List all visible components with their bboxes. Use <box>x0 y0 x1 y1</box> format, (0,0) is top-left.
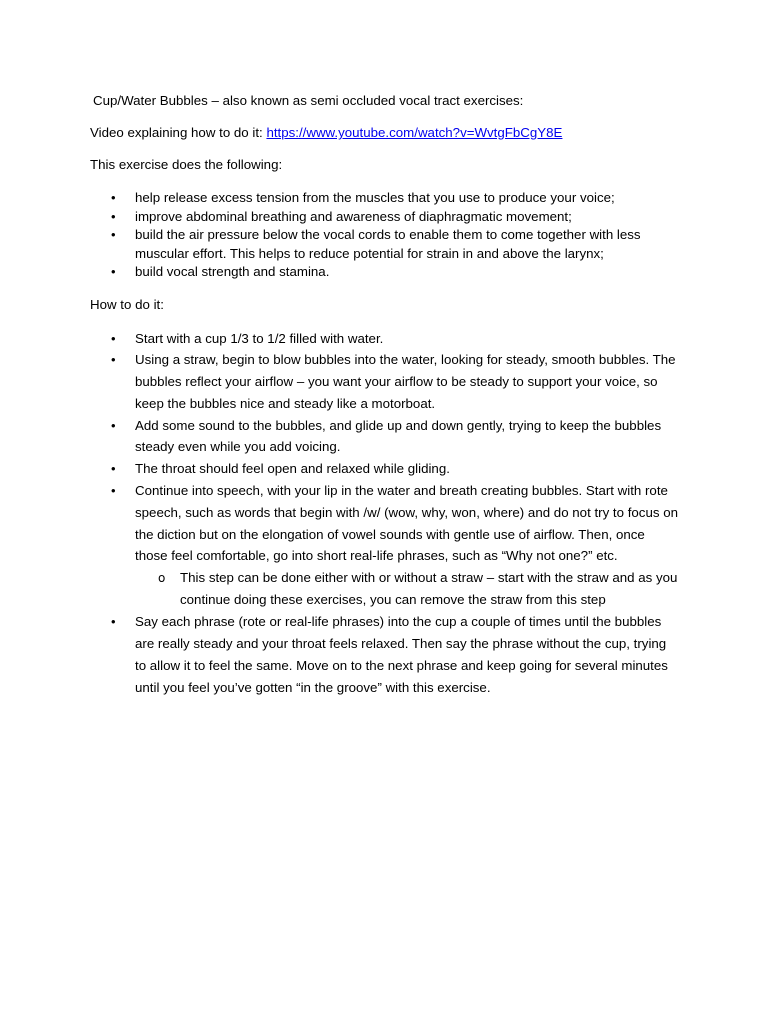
list-item <box>90 415 680 459</box>
bullet-icon: • <box>111 461 116 477</box>
list-item-text: The throat should feel open and relaxed while gliding. <box>135 461 450 477</box>
video-line <box>90 124 680 142</box>
list-item-text: build vocal strength and stamina. <box>135 264 330 279</box>
steps-list <box>90 328 680 699</box>
list-item <box>90 208 680 227</box>
sub-list-item-text: This step can be done either with or without a straw – start with the straw and as you continue doing these exercises, you can remove the straw from this step <box>180 570 678 608</box>
steps-heading: How to do it: <box>90 296 164 312</box>
document-title: Cup/Water Bubbles – also known as semi occluded vocal tract exercises: <box>93 93 524 108</box>
video-link[interactable]: https://www.youtube.com/watch?v=WvtgFbCgY8E <box>266 125 563 140</box>
list-item <box>90 349 680 414</box>
sub-list-item <box>135 567 680 611</box>
bullet-icon: • <box>111 352 116 368</box>
list-item <box>90 458 680 480</box>
bullet-icon: • <box>111 614 116 630</box>
list-item-text: Using a straw, begin to blow bubbles into the water, looking for steady, smooth bubbles. The bubbles reflect your airflow – you want your airflow to be steady to support your voice, so keep the bubbles nice and steady like a motorboat. <box>135 352 676 411</box>
list-item <box>90 226 680 263</box>
sub-list <box>135 567 680 611</box>
document-body <box>90 92 680 698</box>
list-item-text: help release excess tension from the muscles that you use to produce your voice; <box>135 190 615 205</box>
bullet-icon: • <box>111 208 116 224</box>
list-item <box>90 611 680 698</box>
list-item <box>90 480 680 611</box>
list-item-text: Add some sound to the bubbles, and glide up and down gently, trying to keep the bubbles steady even while you add voicing. <box>135 417 662 455</box>
list-item-text: improve abdominal breathing and awareness of diaphragmatic movement; <box>135 208 572 224</box>
list-item <box>90 328 680 350</box>
bullet-icon: • <box>111 227 116 242</box>
effects-list <box>90 189 680 282</box>
list-item-text: Say each phrase (rote or real-life phrases) into the cup a couple of times until the bubbles are really steady and your throat feels relaxed. Then say the phrase without the cup, trying to allow it to feel the same. Move on to the next phrase and keep going for several minutes until you feel you’ve gotten “in the groove” with this exercise. <box>135 614 668 695</box>
bullet-icon: • <box>111 483 116 499</box>
list-item <box>90 189 680 208</box>
list-item-text: build the air pressure below the vocal cords to enable them to come together with less muscular effort. This helps to reduce potential for strain in and above the larynx; <box>135 227 641 261</box>
bullet-icon: • <box>111 264 116 279</box>
list-item-text: Continue into speech, with your lip in the water and breath creating bubbles. Start with rote speech, such as words that begin with /w/ (wow, why, won, where) and do not try to focus on the diction but on the elongation of vowel sounds with gentle use of airflow. Then, once those feel comfortable, go into short real-life phrases, such as “Why not one?” etc. <box>135 483 678 564</box>
video-label: Video explaining how to do it: <box>90 125 267 140</box>
bullet-icon: • <box>111 417 116 433</box>
list-item-text: Start with a cup 1/3 to 1/2 filled with water. <box>135 330 384 346</box>
effects-heading: This exercise does the following: <box>90 157 283 172</box>
bullet-icon: • <box>111 190 116 205</box>
bullet-icon: • <box>111 330 116 346</box>
list-item <box>90 263 680 282</box>
circle-bullet-icon: o <box>158 571 166 586</box>
